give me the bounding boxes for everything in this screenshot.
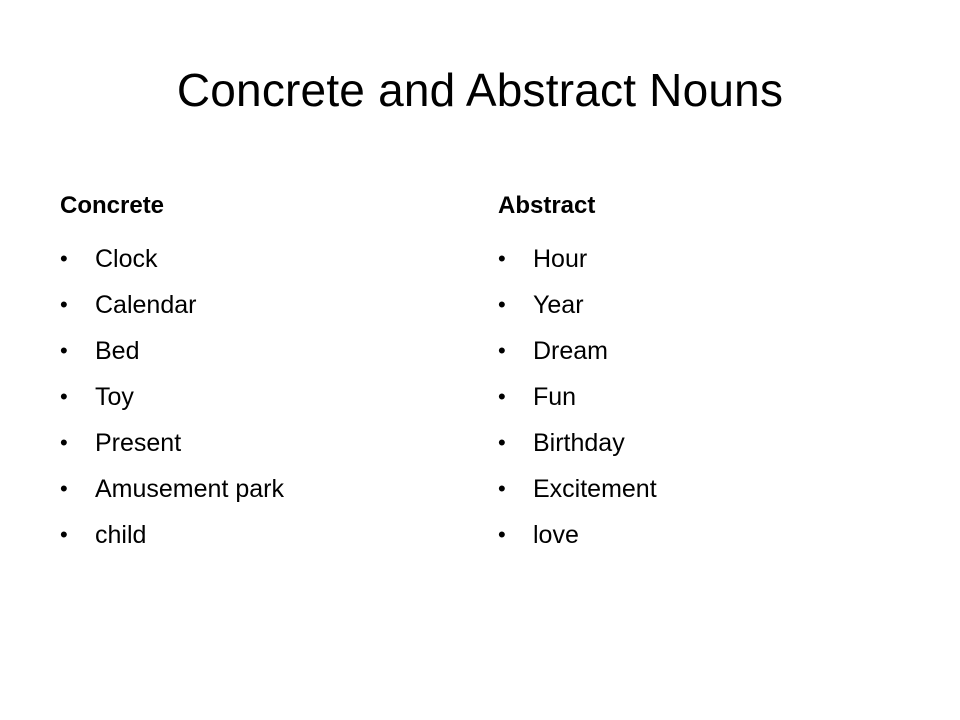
concrete-column: [60, 188, 460, 558]
abstract-heading: Abstract: [498, 192, 596, 219]
bullet-icon: •: [498, 338, 506, 363]
list-item-label: Fun: [533, 383, 577, 411]
list-item: [498, 282, 898, 328]
bullet-icon: •: [60, 430, 68, 455]
bullet-icon: •: [60, 338, 68, 363]
list-item: [498, 466, 898, 512]
list-item-label: Toy: [95, 383, 134, 411]
list-item: [60, 512, 460, 558]
list-item: [498, 328, 898, 374]
bullet-icon: •: [60, 384, 68, 409]
bullet-icon: •: [498, 522, 506, 547]
list-item: [60, 282, 460, 328]
slide-title: Concrete and Abstract Nouns: [176, 64, 784, 116]
list-item-label: Hour: [533, 245, 588, 273]
bullet-icon: •: [498, 476, 506, 501]
list-item: [60, 374, 460, 420]
concrete-heading: Concrete: [60, 192, 165, 219]
abstract-list: [498, 236, 898, 558]
bullet-icon: •: [60, 522, 68, 547]
list-item: [60, 420, 460, 466]
list-item: [498, 236, 898, 282]
bullet-icon: •: [60, 476, 68, 501]
bullet-icon: •: [498, 246, 506, 271]
concrete-list: [60, 236, 460, 558]
list-item-label: Excitement: [533, 475, 657, 503]
list-item-label: Clock: [95, 245, 158, 273]
list-item-label: Dream: [533, 337, 609, 365]
bullet-icon: •: [60, 292, 68, 317]
list-item: [60, 236, 460, 282]
list-item-label: love: [533, 521, 579, 549]
abstract-column: [498, 188, 898, 558]
list-item-label: child: [95, 521, 147, 549]
list-item-label: Calendar: [95, 291, 197, 319]
list-item-label: Amusement park: [95, 475, 284, 503]
list-item: [498, 374, 898, 420]
bullet-icon: •: [498, 384, 506, 409]
list-item: [498, 420, 898, 466]
list-item-label: Bed: [95, 337, 140, 365]
list-item: [60, 328, 460, 374]
bullet-icon: •: [498, 292, 506, 317]
bullet-icon: •: [60, 246, 68, 271]
bullet-icon: •: [498, 430, 506, 455]
list-item-label: Year: [533, 291, 584, 319]
list-item: [498, 512, 898, 558]
list-item: [60, 466, 460, 512]
list-item-label: Present: [95, 429, 182, 457]
list-item-label: Birthday: [533, 429, 625, 457]
